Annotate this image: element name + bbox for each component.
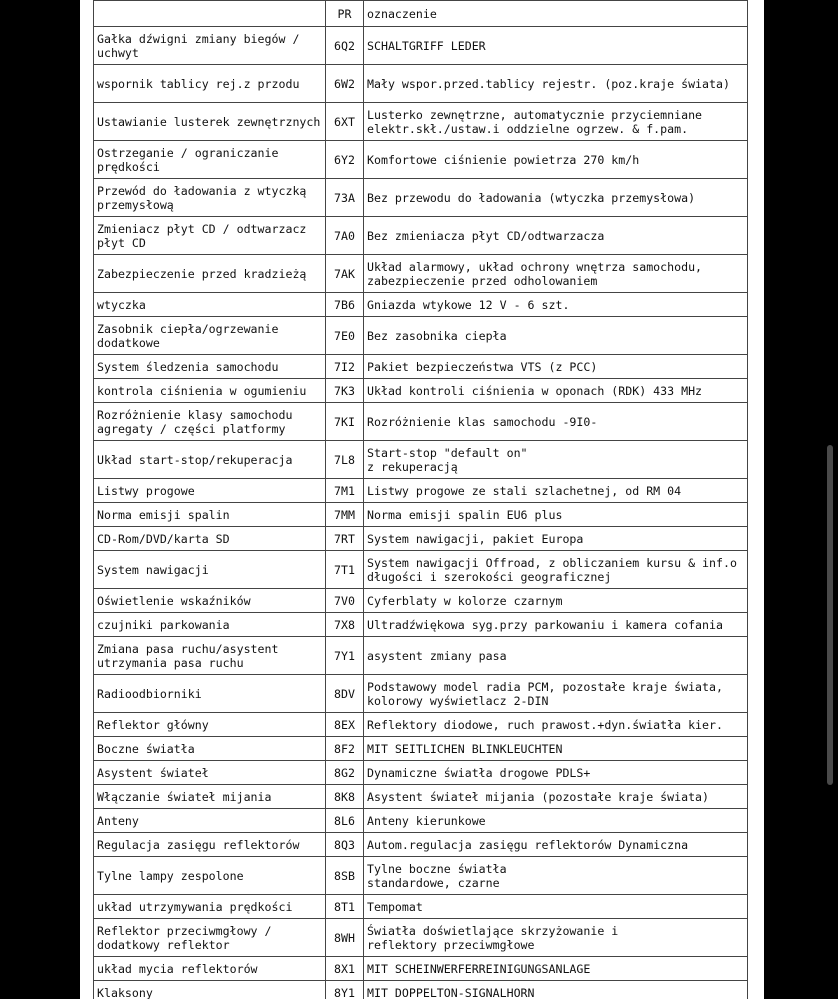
cell-pr: 7X8 (326, 613, 364, 637)
cell-desc: Układ kontroli ciśnienia w oponach (RDK) 433 MHz (364, 379, 748, 403)
table-header-row (94, 1, 748, 27)
cell-pr: 8Q3 (326, 833, 364, 857)
table-row (94, 737, 748, 761)
cell-desc: Mały wspor.przed.tablicy rejestr. (poz.kraje świata) (364, 65, 748, 103)
cell-desc: Autom.regulacja zasięgu reflektorów Dynamiczna (364, 833, 748, 857)
table-row (94, 255, 748, 293)
cell-name: Reflektor przeciwmgłowy / dodatkowy reflektor (94, 919, 326, 957)
cell-desc: Światła doświetlające skrzyżowanie i reflektory przeciwmgłowe (364, 919, 748, 957)
cell-pr: 7AK (326, 255, 364, 293)
table-row (94, 27, 748, 65)
cell-pr: 8L6 (326, 809, 364, 833)
table-row (94, 479, 748, 503)
table-row (94, 957, 748, 981)
cell-name: układ utrzymywania prędkości (94, 895, 326, 919)
table-row (94, 589, 748, 613)
cell-pr: 7V0 (326, 589, 364, 613)
cell-name: Rozróżnienie klasy samochodu agregaty / części platformy (94, 403, 326, 441)
scrollbar-thumb[interactable] (827, 445, 833, 785)
cell-desc: Podstawowy model radia PCM, pozostałe kraje świata, kolorowy wyświetlacz 2-DIN (364, 675, 748, 713)
cell-pr: 8T1 (326, 895, 364, 919)
table-row (94, 809, 748, 833)
cell-pr: 7T1 (326, 551, 364, 589)
cell-pr: 7B6 (326, 293, 364, 317)
cell-pr: 7KI (326, 403, 364, 441)
table-row (94, 833, 748, 857)
cell-name: System śledzenia samochodu (94, 355, 326, 379)
table-row (94, 527, 748, 551)
table-row (94, 217, 748, 255)
table-row (94, 293, 748, 317)
cell-desc: Komfortowe ciśnienie powietrza 270 km/h (364, 141, 748, 179)
cell-name: Radioodbiorniki (94, 675, 326, 713)
scrollbar[interactable] (824, 0, 838, 999)
equipment-table (93, 0, 748, 999)
cell-desc: Bez przewodu do ładowania (wtyczka przemysłowa) (364, 179, 748, 217)
cell-desc: Listwy progowe ze stali szlachetnej, od RM 04 (364, 479, 748, 503)
table-row (94, 141, 748, 179)
cell-desc: Dynamiczne światła drogowe PDLS+ (364, 761, 748, 785)
cell-desc: Bez zmieniacza płyt CD/odtwarzacza (364, 217, 748, 255)
table-row (94, 503, 748, 527)
cell-desc: Lusterko zewnętrzne, automatycznie przyciemniane elektr.skł./ustaw.i oddzielne ogrzew. & f.pam. (364, 103, 748, 141)
cell-name: Listwy progowe (94, 479, 326, 503)
cell-name: Układ start-stop/rekuperacja (94, 441, 326, 479)
cell-desc: Start-stop "default on" z rekuperacją (364, 441, 748, 479)
cell-desc: System nawigacji Offroad, z obliczaniem kursu & inf.o długości i szerokości geograficznej (364, 551, 748, 589)
table-row (94, 355, 748, 379)
cell-name: Klaksony (94, 981, 326, 999)
table-row (94, 895, 748, 919)
cell-name: układ mycia reflektorów (94, 957, 326, 981)
cell-name: Zmieniacz płyt CD / odtwarzacz płyt CD (94, 217, 326, 255)
table-row (94, 713, 748, 737)
header-desc: oznaczenie (364, 1, 748, 27)
cell-pr: 6XT (326, 103, 364, 141)
cell-pr: 6W2 (326, 65, 364, 103)
cell-pr: 6Q2 (326, 27, 364, 65)
cell-pr: 7MM (326, 503, 364, 527)
cell-pr: 8X1 (326, 957, 364, 981)
cell-name: Reflektor główny (94, 713, 326, 737)
cell-pr: 8K8 (326, 785, 364, 809)
cell-pr: 7M1 (326, 479, 364, 503)
cell-name: Gałka dźwigni zmiany biegów / uchwyt (94, 27, 326, 65)
cell-desc: Ultradźwiękowa syg.przy parkowaniu i kamera cofania (364, 613, 748, 637)
cell-pr: 8SB (326, 857, 364, 895)
cell-name: wspornik tablicy rej.z przodu (94, 65, 326, 103)
table-row (94, 981, 748, 999)
cell-desc: Tylne boczne światła standardowe, czarne (364, 857, 748, 895)
cell-pr: 7L8 (326, 441, 364, 479)
cell-pr: 8DV (326, 675, 364, 713)
cell-desc: Pakiet bezpieczeństwa VTS (z PCC) (364, 355, 748, 379)
cell-desc: Reflektory diodowe, ruch prawost.+dyn.światła kier. (364, 713, 748, 737)
cell-name: Ustawianie lusterek zewnętrznych (94, 103, 326, 141)
cell-name: Przewód do ładowania z wtyczką przemysłową (94, 179, 326, 217)
table-row (94, 65, 748, 103)
cell-desc: Gniazda wtykowe 12 V - 6 szt. (364, 293, 748, 317)
cell-name: kontrola ciśnienia w ogumieniu (94, 379, 326, 403)
cell-desc: Bez zasobnika ciepła (364, 317, 748, 355)
cell-name: wtyczka (94, 293, 326, 317)
cell-desc: MIT DOPPELTON-SIGNALHORN (364, 981, 748, 999)
table-row (94, 613, 748, 637)
cell-name: System nawigacji (94, 551, 326, 589)
cell-pr: 8G2 (326, 761, 364, 785)
cell-pr: 7E0 (326, 317, 364, 355)
cell-pr: 7Y1 (326, 637, 364, 675)
document-page (80, 0, 764, 999)
cell-desc: Rozróżnienie klas samochodu -9I0- (364, 403, 748, 441)
cell-name: CD-Rom/DVD/karta SD (94, 527, 326, 551)
cell-pr: 8Y1 (326, 981, 364, 999)
cell-name: Norma emisji spalin (94, 503, 326, 527)
cell-name: Zasobnik ciepła/ogrzewanie dodatkowe (94, 317, 326, 355)
cell-desc: Anteny kierunkowe (364, 809, 748, 833)
table-row (94, 637, 748, 675)
cell-desc: Asystent świateł mijania (pozostałe kraje świata) (364, 785, 748, 809)
table-row (94, 761, 748, 785)
cell-name: Asystent świateł (94, 761, 326, 785)
cell-pr: 8WH (326, 919, 364, 957)
cell-name: Regulacja zasięgu reflektorów (94, 833, 326, 857)
cell-desc: MIT SEITLICHEN BLINKLEUCHTEN (364, 737, 748, 761)
cell-desc: Cyferblaty w kolorze czarnym (364, 589, 748, 613)
table-row (94, 379, 748, 403)
cell-pr: 73A (326, 179, 364, 217)
header-pr: PR (326, 1, 364, 27)
table-row (94, 919, 748, 957)
cell-pr: 8EX (326, 713, 364, 737)
table-row (94, 441, 748, 479)
cell-name: Tylne lampy zespolone (94, 857, 326, 895)
cell-pr: 6Y2 (326, 141, 364, 179)
cell-desc: MIT SCHEINWERFERREINIGUNGSANLAGE (364, 957, 748, 981)
table-row (94, 857, 748, 895)
cell-pr: 7K3 (326, 379, 364, 403)
cell-name: Anteny (94, 809, 326, 833)
cell-pr: 7A0 (326, 217, 364, 255)
cell-name: Włączanie świateł mijania (94, 785, 326, 809)
cell-desc: asystent zmiany pasa (364, 637, 748, 675)
cell-desc: Norma emisji spalin EU6 plus (364, 503, 748, 527)
table-row (94, 403, 748, 441)
cell-pr: 7RT (326, 527, 364, 551)
cell-pr: 8F2 (326, 737, 364, 761)
cell-pr: 7I2 (326, 355, 364, 379)
table-row (94, 179, 748, 217)
cell-desc: Układ alarmowy, układ ochrony wnętrza samochodu, zabezpieczenie przed odholowaniem (364, 255, 748, 293)
cell-name: Zmiana pasa ruchu/asystent utrzymania pasa ruchu (94, 637, 326, 675)
cell-name: czujniki parkowania (94, 613, 326, 637)
table-row (94, 785, 748, 809)
cell-name: Ostrzeganie / ograniczanie prędkości (94, 141, 326, 179)
cell-desc: System nawigacji, pakiet Europa (364, 527, 748, 551)
cell-desc: SCHALTGRIFF LEDER (364, 27, 748, 65)
table-row (94, 317, 748, 355)
cell-name: Boczne światła (94, 737, 326, 761)
table-row (94, 103, 748, 141)
cell-name: Zabezpieczenie przed kradzieżą (94, 255, 326, 293)
cell-name: Oświetlenie wskaźników (94, 589, 326, 613)
cell-desc: Tempomat (364, 895, 748, 919)
table-row (94, 551, 748, 589)
table-row (94, 675, 748, 713)
header-name (94, 1, 326, 27)
